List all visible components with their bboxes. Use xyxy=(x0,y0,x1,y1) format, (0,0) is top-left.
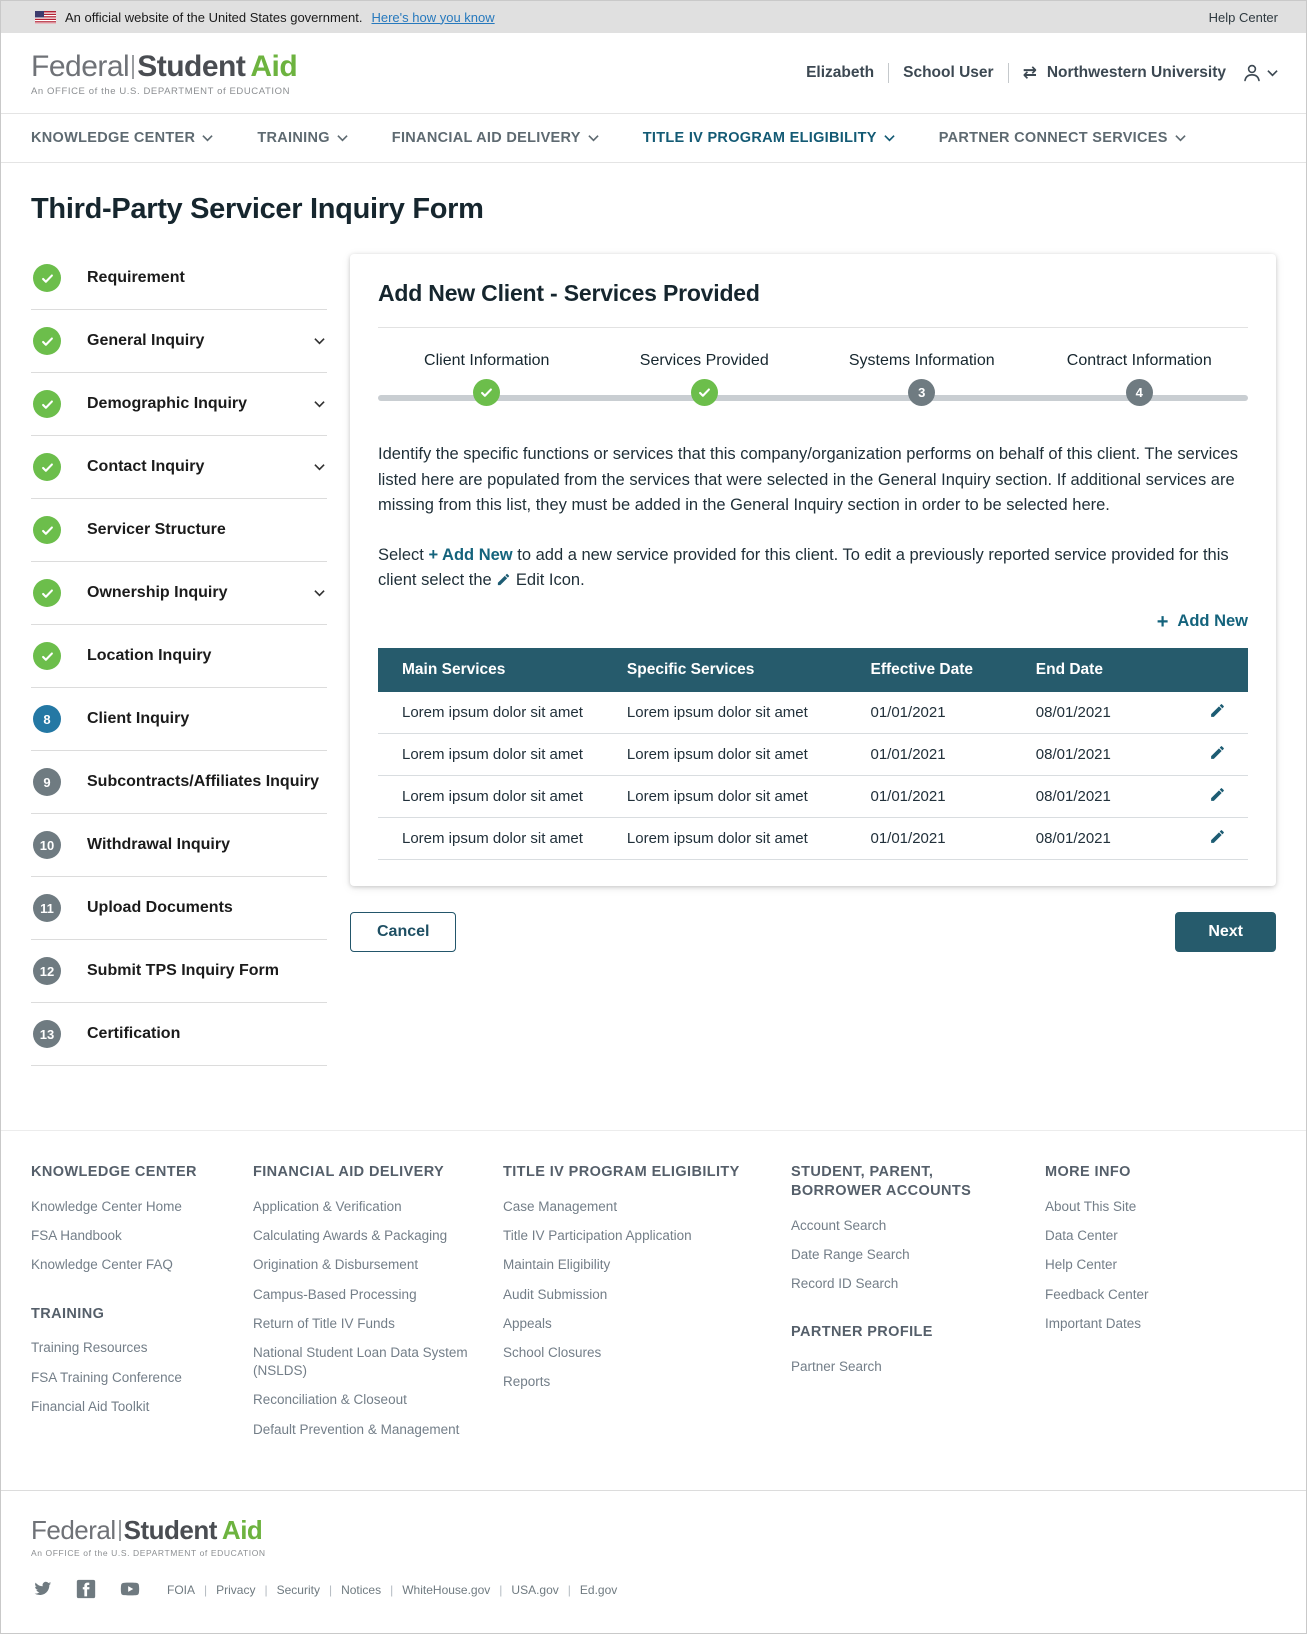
social-icons xyxy=(31,1578,141,1603)
footer-legal-links xyxy=(167,1583,617,1597)
sidebar-item-requirement[interactable]: Requirement xyxy=(31,254,327,310)
heres-how-you-know-link[interactable]: Here's how you know xyxy=(371,9,495,25)
footer-legal-link[interactable]: Privacy | xyxy=(216,1583,276,1597)
card-column xyxy=(350,254,1276,952)
user-organization: Northwestern University xyxy=(1046,64,1226,81)
footer-legal-link[interactable]: Notices | xyxy=(341,1583,402,1597)
services-provided-card xyxy=(350,254,1276,886)
separator xyxy=(888,63,889,83)
user-role: School User xyxy=(903,64,994,81)
cell-main-services: Lorem ipsum dolor sit amet xyxy=(378,692,613,734)
chevron-down-icon xyxy=(1267,69,1278,77)
footer-link[interactable]: Application & Verification xyxy=(253,1198,402,1214)
step-number-badge: 4 xyxy=(1126,379,1153,406)
cell-effective-date: 01/01/2021 xyxy=(856,733,1021,775)
gov-banner xyxy=(1,1,1306,33)
edit-pencil-icon xyxy=(496,571,511,589)
logo-student: Student xyxy=(123,1514,217,1545)
person-icon xyxy=(1240,61,1264,85)
chevron-down-icon[interactable] xyxy=(314,463,325,471)
step-number-badge: 11 xyxy=(33,894,61,922)
cell-main-services: Lorem ipsum dolor sit amet xyxy=(378,733,613,775)
facebook-icon[interactable] xyxy=(75,1578,97,1603)
footer-group-partner-profile xyxy=(791,1323,1019,1376)
footer-link[interactable]: Data Center xyxy=(1045,1228,1118,1244)
nav-training[interactable]: TRAINING xyxy=(257,130,347,146)
check-icon xyxy=(33,264,61,292)
cell-effective-date: 01/01/2021 xyxy=(856,817,1021,859)
footer-group-title-iv xyxy=(503,1163,765,1391)
youtube-icon[interactable] xyxy=(119,1578,141,1603)
us-flag-icon xyxy=(35,11,56,24)
check-icon xyxy=(33,579,61,607)
footer-link[interactable]: Partner Search xyxy=(791,1359,882,1375)
footer-heading: TRAINING xyxy=(31,1305,105,1322)
nav-partner-connect-services[interactable]: PARTNER CONNECT SERVICES xyxy=(939,130,1186,146)
footer-link[interactable]: Origination & Disbursement xyxy=(253,1257,419,1273)
cell-specific-services: Lorem ipsum dolor sit amet xyxy=(613,775,857,817)
cell-specific-services: Lorem ipsum dolor sit amet xyxy=(613,692,857,734)
fsa-footer-logo xyxy=(31,1515,1276,1558)
table-header-row xyxy=(378,648,1248,692)
edit-pencil-icon xyxy=(1209,744,1226,761)
footer-heading: KNOWLEDGE CENTER xyxy=(31,1164,197,1180)
logo-federal: Federal xyxy=(31,1514,116,1545)
edit-row-button[interactable] xyxy=(1209,828,1226,848)
footer-link[interactable]: Reconciliation & Closeout xyxy=(253,1392,407,1408)
footer-link[interactable]: Account Search xyxy=(791,1217,887,1233)
logo-divider xyxy=(119,1520,121,1541)
intro-paragraph: Identify the specific functions or services that this company/organization performs on behalf of this client. The services listed here are populated from the services that were selected in the General Inquiry section. If additional services are missing from this list, they must be added in the General Inquiry section in order to be selected here. xyxy=(378,445,1238,515)
footer-link[interactable]: Case Management xyxy=(503,1198,618,1214)
edit-pencil-icon xyxy=(1209,828,1226,845)
nav-financial-aid-delivery[interactable]: FINANCIAL AID DELIVERY xyxy=(392,130,599,146)
footer-legal-link[interactable]: WhiteHouse.gov | xyxy=(402,1583,511,1597)
cancel-button[interactable]: Cancel xyxy=(350,912,456,952)
table-row xyxy=(378,817,1248,859)
chevron-down-icon[interactable] xyxy=(314,337,325,345)
edit-pencil-icon xyxy=(1209,786,1226,803)
step-number-badge: 12 xyxy=(33,957,61,985)
footer-group-student-parent-borrower xyxy=(791,1163,1019,1293)
cell-specific-services: Lorem ipsum dolor sit amet xyxy=(613,817,857,859)
footer-sitemap xyxy=(1,1130,1306,1490)
step-number-badge: 13 xyxy=(33,1020,61,1048)
chevron-down-icon[interactable] xyxy=(314,400,325,408)
step-contract-information: Contract Information 4 xyxy=(1031,352,1249,406)
column-header-specific-services: Specific Services xyxy=(613,648,857,692)
footer-link[interactable]: Default Prevention & Management xyxy=(253,1421,460,1437)
footer-heading: TITLE IV PROGRAM ELIGIBILITY xyxy=(503,1164,740,1180)
footer-group-more-info xyxy=(1045,1163,1215,1333)
footer-link[interactable]: Reports xyxy=(503,1374,551,1390)
step-client-information: Client Information xyxy=(378,352,596,406)
help-center-link[interactable]: Help Center xyxy=(1208,9,1278,25)
footer-link[interactable]: Training Resources xyxy=(31,1340,148,1356)
sidebar-item-demographic-inquiry[interactable]: Demographic Inquiry xyxy=(31,373,327,436)
logo-aid: Aid xyxy=(250,49,298,83)
cell-end-date: 08/01/2021 xyxy=(1022,775,1161,817)
logo-aid: Aid xyxy=(221,1514,263,1545)
sidebar-item-ownership-inquiry[interactable]: Ownership Inquiry xyxy=(31,562,327,625)
sidebar-item-subcontracts-affiliates-inquiry[interactable]: 9 Subcontracts/Affiliates Inquiry xyxy=(31,751,327,814)
footer-heading: FINANCIAL AID DELIVERY xyxy=(253,1164,445,1180)
column-header-main-services: Main Services xyxy=(378,648,613,692)
sidebar-item-client-inquiry[interactable]: 8 Client Inquiry xyxy=(31,688,327,751)
check-icon xyxy=(33,327,61,355)
footer-link[interactable]: About This Site xyxy=(1045,1198,1137,1214)
step-systems-information: Systems Information 3 xyxy=(813,352,1031,406)
main-nav xyxy=(1,113,1306,163)
footer-link[interactable]: Feedback Center xyxy=(1045,1286,1149,1302)
column-header-effective-date: Effective Date xyxy=(856,648,1021,692)
footer-link[interactable]: Return of Title IV Funds xyxy=(253,1315,395,1331)
footer-link[interactable]: Knowledge Center Home xyxy=(31,1198,182,1214)
check-icon xyxy=(33,516,61,544)
step-number-badge: 10 xyxy=(33,831,61,859)
chevron-down-icon xyxy=(202,134,213,142)
site-header xyxy=(1,33,1306,113)
logo-divider xyxy=(132,55,134,79)
sidebar-item-upload-documents[interactable]: 11 Upload Documents xyxy=(31,877,327,940)
cell-effective-date: 01/01/2021 xyxy=(856,775,1021,817)
footer-link[interactable]: Date Range Search xyxy=(791,1246,910,1262)
user-area xyxy=(806,61,1278,85)
switch-organization-icon[interactable]: ⇄ xyxy=(1022,63,1037,82)
next-button[interactable]: Next xyxy=(1175,912,1276,952)
nav-knowledge-center[interactable]: KNOWLEDGE CENTER xyxy=(31,130,213,146)
wizard-stepper xyxy=(378,352,1248,406)
check-icon xyxy=(473,379,500,406)
cell-end-date: 08/01/2021 xyxy=(1022,692,1161,734)
footer-link[interactable]: Help Center xyxy=(1045,1257,1118,1273)
footer-group-knowledge-center xyxy=(31,1163,227,1275)
services-table xyxy=(378,648,1248,860)
footer-link[interactable]: School Closures xyxy=(503,1344,602,1360)
twitter-icon[interactable] xyxy=(31,1578,53,1603)
footer-heading: STUDENT, PARENT, BORROWER ACCOUNTS xyxy=(791,1164,972,1199)
edit-row-button[interactable] xyxy=(1209,786,1226,806)
footer-legal-link[interactable]: USA.gov | xyxy=(511,1583,579,1597)
sidebar-item-certification[interactable]: 13 Certification xyxy=(31,1003,327,1066)
cell-main-services: Lorem ipsum dolor sit amet xyxy=(378,817,613,859)
chevron-down-icon xyxy=(337,134,348,142)
cell-end-date: 08/01/2021 xyxy=(1022,817,1161,859)
footer-link[interactable]: Knowledge Center FAQ xyxy=(31,1257,173,1273)
separator xyxy=(1008,63,1009,83)
account-menu-button[interactable] xyxy=(1240,61,1278,85)
footer-link[interactable]: Record ID Search xyxy=(791,1276,899,1292)
footer-link[interactable]: Financial Aid Toolkit xyxy=(31,1398,150,1414)
nav-title-iv-program-eligibility[interactable]: TITLE IV PROGRAM ELIGIBILITY xyxy=(643,130,895,146)
user-name: Elizabeth xyxy=(806,64,875,81)
footer-legal-link[interactable]: Ed.gov xyxy=(579,1583,618,1598)
chevron-down-icon[interactable] xyxy=(314,589,325,597)
sidebar-item-location-inquiry[interactable]: Location Inquiry xyxy=(31,625,327,688)
sidebar-item-servicer-structure[interactable]: Servicer Structure xyxy=(31,499,327,562)
check-icon xyxy=(33,390,61,418)
table-row xyxy=(378,692,1248,734)
banner-text: An official website of the United States government. xyxy=(65,9,363,25)
main-content xyxy=(1,163,1306,1066)
logo-tagline: An OFFICE of the U.S. DEPARTMENT of EDUCATION xyxy=(31,85,291,97)
step-number-badge: 3 xyxy=(908,379,935,406)
column-header-edit xyxy=(1161,648,1248,692)
chevron-down-icon xyxy=(1175,134,1186,142)
card-title: Add New Client - Services Provided xyxy=(378,280,760,306)
logo-federal: Federal xyxy=(31,49,130,83)
cell-end-date: 08/01/2021 xyxy=(1022,733,1161,775)
footer-heading: MORE INFO xyxy=(1045,1164,1131,1180)
add-new-button[interactable]: + Add New xyxy=(1156,610,1248,633)
fsa-logo[interactable] xyxy=(31,50,297,97)
column-header-end-date: End Date xyxy=(1022,648,1161,692)
step-services-provided: Services Provided xyxy=(596,352,814,406)
footer-link[interactable]: Calculating Awards & Packaging xyxy=(253,1228,448,1244)
edit-row-button[interactable] xyxy=(1209,744,1226,764)
instruction-paragraph: Select + Add New to add a new service provided for this client. To edit a previously reported service provided for this client select the Edit Icon. xyxy=(378,545,1229,590)
footer-group-financial-aid-delivery xyxy=(253,1163,477,1439)
plus-icon: + xyxy=(1156,610,1169,633)
edit-pencil-icon xyxy=(1209,702,1226,719)
step-number-badge: 8 xyxy=(33,705,61,733)
edit-row-button[interactable] xyxy=(1209,702,1226,722)
divider xyxy=(378,327,1248,328)
check-icon xyxy=(33,453,61,481)
footer-link[interactable]: Maintain Eligibility xyxy=(503,1257,611,1273)
page-title: Third-Party Servicer Inquiry Form xyxy=(31,193,484,225)
footer-legal-link[interactable]: Security | xyxy=(277,1583,341,1597)
form-section-sidebar xyxy=(31,254,327,1066)
table-row xyxy=(378,733,1248,775)
footer-link[interactable]: Audit Submission xyxy=(503,1286,608,1302)
footer-link[interactable]: Title IV Participation Application xyxy=(503,1228,692,1244)
cell-main-services: Lorem ipsum dolor sit amet xyxy=(378,775,613,817)
footer-link[interactable]: Campus-Based Processing xyxy=(253,1286,417,1302)
footer-link[interactable]: Appeals xyxy=(503,1315,552,1331)
sidebar-item-withdrawal-inquiry[interactable]: 10 Withdrawal Inquiry xyxy=(31,814,327,877)
logo-student: Student xyxy=(137,49,246,83)
chevron-down-icon xyxy=(588,134,599,142)
footer-link[interactable]: FSA Training Conference xyxy=(31,1369,182,1385)
footer-legal-link[interactable]: FOIA | xyxy=(167,1583,216,1597)
table-row xyxy=(378,775,1248,817)
footer-heading: PARTNER PROFILE xyxy=(791,1324,933,1341)
logo-tagline: An OFFICE of the U.S. DEPARTMENT of EDUCATION xyxy=(31,1547,266,1558)
sidebar-item-general-inquiry[interactable]: General Inquiry xyxy=(31,310,327,373)
cell-effective-date: 01/01/2021 xyxy=(856,692,1021,734)
footer-link[interactable]: FSA Handbook xyxy=(31,1228,122,1244)
footer-link[interactable]: National Student Loan Data System (NSLDS) xyxy=(253,1344,468,1379)
footer-bottom xyxy=(1,1490,1306,1633)
add-new-inline-link: + Add New xyxy=(428,545,513,564)
check-icon xyxy=(691,379,718,406)
footer-link[interactable]: Important Dates xyxy=(1045,1315,1142,1331)
sidebar-item-submit-tps-inquiry-form[interactable]: 12 Submit TPS Inquiry Form xyxy=(31,940,327,1003)
chevron-down-icon xyxy=(884,134,895,142)
cell-specific-services: Lorem ipsum dolor sit amet xyxy=(613,733,857,775)
footer-group-training xyxy=(31,1305,227,1417)
sidebar-item-contact-inquiry[interactable]: Contact Inquiry xyxy=(31,436,327,499)
check-icon xyxy=(33,642,61,670)
step-number-badge: 9 xyxy=(33,768,61,796)
